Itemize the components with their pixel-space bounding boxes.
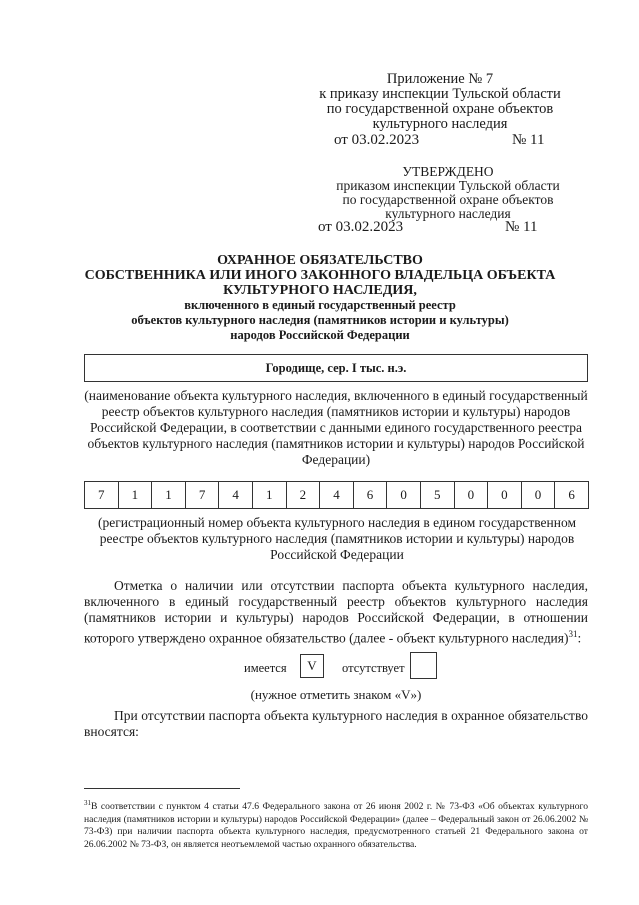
approved-header bbox=[318, 165, 578, 221]
object-name-value: Городище, сер. I тыс. н.э. bbox=[265, 360, 407, 375]
reg-digit-cell: 0 bbox=[522, 482, 556, 508]
reg-digit-cell: 6 bbox=[354, 482, 388, 508]
appendix-line: культурного наследия bbox=[372, 116, 508, 132]
reg-digit-cell: 5 bbox=[421, 482, 455, 508]
title-line: включенного в единый государственный реестр bbox=[184, 298, 456, 312]
reg-digit-cell: 0 bbox=[488, 482, 522, 508]
option-present-label: имеется bbox=[244, 661, 287, 675]
object-name-field bbox=[84, 354, 588, 382]
appendix-date: от 03.02.2023 bbox=[334, 132, 420, 148]
appendix-number: № 11 bbox=[512, 132, 545, 148]
reg-digit-cell: 1 bbox=[119, 482, 153, 508]
approved-line: культурного наследия bbox=[385, 206, 511, 221]
reg-digit-cell: 0 bbox=[455, 482, 489, 508]
appendix-line: по государственной охране объектов bbox=[326, 101, 554, 117]
title-line: ОХРАННОЕ ОБЯЗАТЕЛЬСТВО bbox=[217, 253, 423, 268]
title-line: объектов культурного наследия (памятников истории и культуры) bbox=[131, 313, 509, 327]
option-absent-checkbox[interactable] bbox=[410, 652, 437, 679]
appendix-line: Приложение № 7 bbox=[386, 71, 494, 87]
reg-digit-cell: 4 bbox=[320, 482, 354, 508]
approved-line: приказом инспекции Тульской области bbox=[336, 178, 560, 193]
title-line: народов Российской Федерации bbox=[230, 328, 410, 342]
option-absent-label: отсутствует bbox=[342, 661, 405, 675]
registration-number-grid bbox=[84, 481, 589, 509]
reg-digit-cell: 1 bbox=[253, 482, 287, 508]
mark-hint: (нужное отметить знаком «V») bbox=[250, 687, 422, 702]
footnote-divider bbox=[84, 788, 240, 789]
footnote-ref: 31 bbox=[568, 629, 578, 639]
reg-digit-cell: 0 bbox=[387, 482, 421, 508]
appendix-line: к приказу инспекции Тульской области bbox=[319, 86, 561, 102]
reg-digit-cell: 6 bbox=[568, 487, 575, 502]
reg-digit-cell: 4 bbox=[219, 482, 253, 508]
appendix-header bbox=[300, 72, 580, 132]
approved-line: УТВЕРЖДЕНО bbox=[402, 164, 494, 179]
document-title bbox=[80, 253, 560, 343]
title-line: СОБСТВЕННИКА ИЛИ ИНОГО ЗАКОННОГО ВЛАДЕЛЬЦА ОБЪЕКТА bbox=[84, 268, 556, 283]
check-mark: V bbox=[307, 658, 317, 673]
option-present-checkbox[interactable] bbox=[300, 654, 324, 678]
reg-digit-cell: 7 bbox=[186, 482, 220, 508]
footnote-number: 31 bbox=[84, 799, 91, 807]
approved-date: от 03.02.2023 bbox=[318, 219, 404, 235]
passport-note-paragraph: Отметка о наличии или отсутствии паспорта объекта культурного наследия, включенного в единый государственный реестр объектов культурного наследия (памятников истории и культуры) народов Российской Федерации, в отношении которого утверждено охранное обязательство (далее - объект культурного наследия)$^{31}$: bbox=[84, 578, 588, 646]
footnote bbox=[84, 797, 588, 851]
absence-paragraph: При отсутствии паспорта объекта культурного наследия в охранное обязательство вносятся: bbox=[84, 708, 588, 739]
reg-digit-cell: 2 bbox=[287, 482, 321, 508]
reg-digit-cell: 1 bbox=[152, 482, 186, 508]
approved-line: по государственной охране объектов bbox=[342, 192, 554, 207]
object-name-caption: (наименование объекта культурного наследия, включенного в единый государственный реестр объектов культурного наследия (памятников истории и культуры) народов Российской Федерации, в соответствии с данными единого государственного реестра объектов культурного наследия (памятников истории и культуры) народов Российской Федерации) bbox=[84, 388, 588, 467]
approved-number: № 11 bbox=[505, 219, 538, 235]
passport-note-text: Отметка о наличии или отсутствии паспорта объекта культурного наследия, включенного в единый государственный реестр объектов культурного наследия (памятников истории и культуры) народов Российской Федерации, в отношении которого утверждено охранное обязательство (далее - объект культурного наследия) bbox=[84, 578, 588, 646]
title-line: КУЛЬТУРНОГО НАСЛЕДИЯ, bbox=[223, 283, 417, 298]
footnote-text: В соответствии с пунктом 4 статьи 47.6 Федерального закона от 26 июня 2002 г. № 73-ФЗ «Об объектах культурного наследия (памятников истории и культуры) народов Российской Федерации» (далее – Федеральный закон от 26.06.2002 № 73-ФЗ) при наличии паспорта объекта культурного наследия, предусмотренного статьей 21 Федерального закона от 26.06.2002 № 73-ФЗ, он является неотъемлемой частью охранного обязательства. bbox=[84, 801, 588, 850]
reg-digit-cell: 7 bbox=[85, 482, 119, 508]
registration-number-caption: (регистрационный номер объекта культурного наследия в едином государственном реестре объектов культурного наследия (памятников истории и культуры) народов Российской Федерации bbox=[98, 515, 576, 562]
